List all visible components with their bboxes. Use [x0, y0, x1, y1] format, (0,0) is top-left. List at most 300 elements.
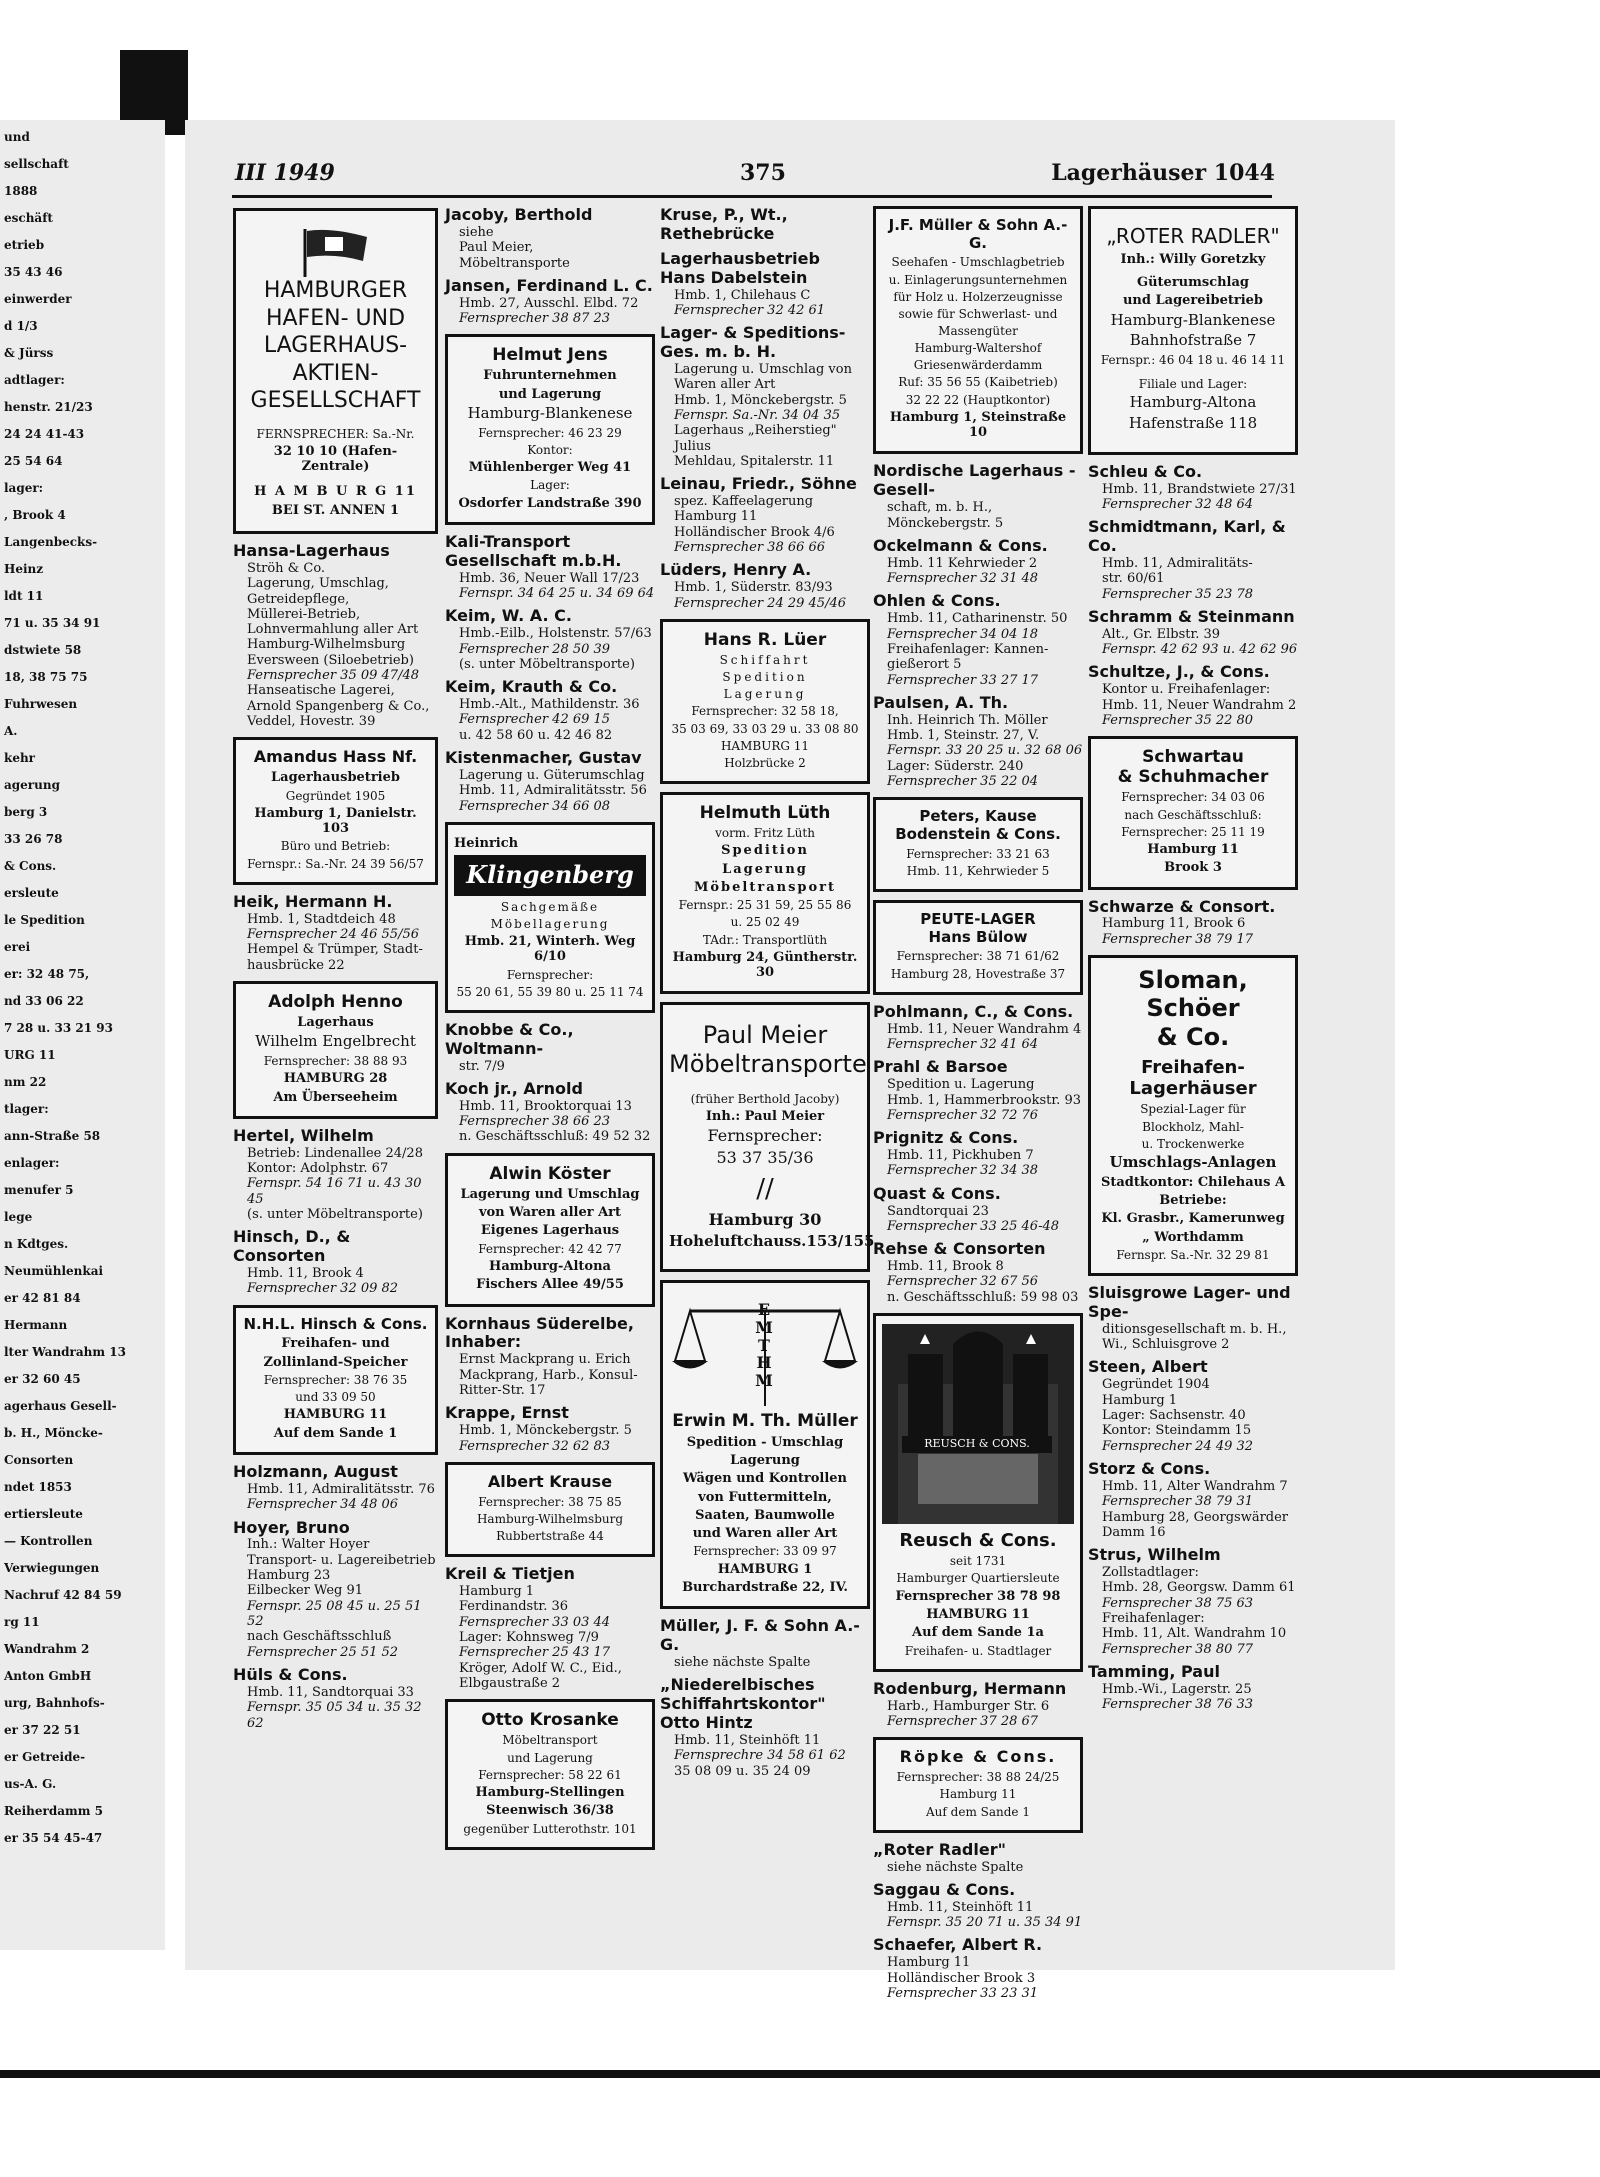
left-strip-text: enlager:: [4, 1156, 60, 1170]
left-strip-text: Neumühlenkai: [4, 1264, 104, 1278]
ad-line: Lagerung: [722, 861, 808, 877]
ad-line: HAMBURG 11: [283, 1407, 388, 1423]
entry-line: Fernsprecher 32 42 61: [674, 302, 826, 318]
entry-name: Koch jr., Arnold: [445, 1078, 583, 1098]
entry-line: Fernsprecher 35 09 47/48: [247, 668, 419, 684]
ad-line: u. 25 02 49: [730, 915, 800, 930]
directory-entry: [873, 537, 1083, 587]
ad-line: von Waren aller Art: [478, 1205, 622, 1221]
ad-line: Auf dem Sande 1a: [912, 1625, 1044, 1641]
ad-line: Rubbertstraße 44: [496, 1529, 604, 1544]
entry-name: Hansa-Lagerhaus: [233, 540, 390, 560]
directory-entry: [1088, 663, 1298, 728]
entry-line: Elbgaustraße 2: [459, 1676, 561, 1692]
entry-line: Hmb. 11 Kehrwieder 2: [887, 555, 1038, 571]
entry-line: ditionsgesellschaft m. b. H.,: [1102, 1321, 1287, 1337]
directory-entry: [1088, 898, 1298, 948]
ad-title: Bodenstein & Cons.: [895, 825, 1061, 844]
ad-line: vorm. Fritz Lüth: [715, 826, 815, 841]
entry-line: Müllerei-Betrieb,: [247, 606, 361, 622]
entry-line: Hamburg-Wilhelmsburg: [247, 637, 406, 653]
entry-line: Hmb. 11, Admiralitätsstr. 76: [247, 1481, 435, 1497]
flag-icon: [301, 227, 371, 271]
ad-line: Eigenes Lagerhaus: [480, 1223, 620, 1239]
ad-line: nach Geschäftsschluß:: [1124, 807, 1262, 822]
left-strip-text: er 35 54 45-47: [4, 1831, 103, 1845]
entry-line: Fernspr. 25 08 45 u. 25 51 52: [247, 1598, 422, 1630]
entry-line: Fernspr. 34 64 25 u. 34 69 64: [459, 585, 655, 601]
ad-line: Hamburger Quartiersleute: [896, 1571, 1060, 1586]
entry-line: Freihafenlager:: [1102, 1611, 1205, 1627]
ad-line: Betriebe:: [1159, 1192, 1227, 1208]
entry-line: Holländischer Brook 4/6: [674, 524, 835, 540]
ad-title: J.F. Müller & Sohn A.-G.: [888, 216, 1068, 252]
ad-line: Mühlenberger Weg 41: [468, 460, 632, 476]
directory-entry: [445, 1021, 655, 1074]
entry-line: Fernsprecher 32 41 64: [887, 1036, 1039, 1052]
col2-list-1: [445, 206, 655, 326]
directory-entry: [660, 1617, 870, 1670]
directory-entry: [445, 607, 655, 672]
koster-ad: [445, 1153, 655, 1307]
left-strip-text: sellschaft: [4, 157, 69, 171]
col4-list-4: [873, 1841, 1083, 2002]
hhla-phone-label: FERNSPRECHER: Sa.-Nr.: [256, 426, 415, 441]
directory-entry: [660, 1676, 870, 1779]
directory-entry: [1088, 608, 1298, 658]
ropke-ad: [873, 1737, 1083, 1832]
entry-name: Quast & Cons.: [873, 1183, 1001, 1203]
ad-line: Hamburg 1, Steinstraße 10: [889, 409, 1067, 441]
ad-line: Hamburg-Altona: [1129, 393, 1257, 412]
ad-line: Hamburg 24, Güntherstr. 30: [672, 949, 858, 981]
entry-line: Fernsprecher 25 51 52: [247, 1644, 399, 1660]
reusch-banner: REUSCH & CONS.: [902, 1436, 1052, 1453]
left-strip-text: Heinz: [4, 562, 44, 576]
hhla-phone: 32 10 10 (Hafen-Zentrale): [273, 443, 398, 474]
directory-entry: [873, 1936, 1083, 2001]
entry-line: Fernsprecher 42 69 15: [459, 712, 611, 728]
left-strip-text: kehr: [4, 751, 35, 765]
bottom-border: [0, 2070, 1600, 2078]
ad-title: Paul Meier: [702, 1021, 828, 1050]
ad-line: Möbeltransport: [693, 879, 837, 895]
directory-entry: [1088, 1663, 1298, 1713]
entry-line: Fernsprecher 38 87 23: [459, 311, 611, 327]
entry-line: Fernsprecher 35 23 78: [1102, 586, 1254, 602]
entry-name: Prahl & Barsoe: [873, 1057, 1008, 1077]
ad-line: Massengüter: [938, 324, 1018, 338]
left-strip-text: le Spedition: [4, 913, 85, 927]
ad-line: Bahnhofstraße 7: [1129, 331, 1257, 350]
left-strip-text: , Brook 4: [4, 508, 66, 522]
col4-list-2: [873, 1003, 1083, 1305]
ad-line: und Lagereibetrieb: [1122, 293, 1264, 309]
ad-line: Hamburg-Blankenese: [1110, 310, 1276, 329]
left-strip-text: ann-Straße 58: [4, 1129, 101, 1143]
left-strip-text: er 42 81 84: [4, 1291, 81, 1305]
ad-line: Sachgemäße: [500, 899, 600, 914]
entry-line: Hmb. 11, Admiralitätsstr. 56: [459, 783, 647, 799]
directory-entry: [660, 206, 870, 244]
entry-name: Schleu & Co.: [1088, 461, 1203, 481]
entry-line: hausbrücke 22: [247, 957, 345, 973]
directory-entry: [445, 749, 655, 814]
ad-line: Hamburg 11: [1147, 841, 1239, 857]
entry-line: Hamburg 1: [459, 1584, 535, 1600]
hhla-line: GESELLSCHAFT: [250, 388, 421, 413]
entry-line: Fernsprecher 33 27 17: [887, 672, 1039, 688]
ad-title: Helmuth Lüth: [699, 803, 831, 824]
entry-line: Kröger, Adolf W. C., Eid.,: [459, 1660, 622, 1676]
directory-entry: [660, 561, 870, 611]
col1-list-3: [233, 1127, 438, 1297]
ad-line: Wilhelm Engelbrecht: [255, 1032, 416, 1051]
directory-entry: [660, 475, 870, 555]
left-strip-text: rg 11: [4, 1615, 40, 1629]
entry-line: Lagerhaus „Reiherstieg" Julius: [674, 423, 837, 454]
directory-entry: [873, 462, 1083, 530]
entry-line: Inh. Heinrich Th. Möller: [887, 712, 1048, 728]
directory-entry: [873, 1185, 1083, 1235]
ad-line: Hamburg-Stellingen: [475, 1784, 625, 1800]
ad-line: Filiale und Lager:: [1138, 377, 1248, 392]
ad-line: 32 22 22 (Hauptkontor): [905, 392, 1051, 407]
entry-name: Keim, Krauth & Co.: [445, 677, 618, 697]
ad-line: Lagerhausbetrieb: [271, 770, 400, 786]
entry-line: Fernsprecher 33 23 31: [887, 1985, 1039, 2001]
ad-line: Fuhrunternehmen: [483, 368, 617, 384]
directory-entry: [445, 206, 655, 271]
entry-name: Lüders, Henry A.: [660, 560, 812, 580]
klingenberg-ad: [445, 822, 655, 1013]
left-strip-text: Wandrahm 2: [4, 1642, 90, 1656]
ad-line: Fernsprecher: 33 21 63: [906, 846, 1050, 861]
entry-line: Fernspr. 42 62 93 u. 42 62 96: [1102, 642, 1298, 658]
ad-title: Sloman, Schöer: [1138, 966, 1248, 1023]
col1-list-2: [233, 893, 438, 973]
entry-name: Hertel, Wilhelm: [233, 1125, 374, 1145]
entry-line: str. 60/61: [1102, 571, 1165, 587]
entry-line: Hempel & Trümper, Stadt-: [247, 942, 423, 958]
entry-line: Hamburg 1: [1102, 1392, 1178, 1408]
entry-line: Hmb. 11, Brooktorquai 13: [459, 1098, 632, 1114]
directory-entry: [1088, 518, 1298, 602]
directory-entry: [660, 250, 870, 318]
ad-line: Fernsprecher: 38 71 61/62: [896, 949, 1060, 964]
ad-line: Inh.: Paul Meier: [705, 1109, 825, 1125]
entry-name: „Niederelbisches Schiffahrtskontor" Otto Hintz: [660, 1675, 826, 1733]
entry-line: Möbeltransporte: [459, 255, 570, 271]
left-strip-text: 1888: [4, 184, 38, 198]
directory-entry: [445, 533, 655, 601]
left-strip-text: ertiersleute: [4, 1507, 83, 1521]
entry-name: Knobbe & Co., Woltmann-: [445, 1019, 574, 1058]
left-strip-text: eschäft: [4, 211, 53, 225]
ad-line: gegenüber Lutterothstr. 101: [463, 1821, 637, 1836]
ad-line: Lagerung und Umschlag: [460, 1186, 640, 1202]
left-strip-text: Anton GmbH: [4, 1669, 92, 1683]
ad-line: Fernsprecher: 38 75 85: [478, 1494, 622, 1509]
entry-name: Kreil & Tietjen: [445, 1564, 575, 1584]
page-header: [235, 160, 1275, 190]
scales-icon: [669, 1291, 861, 1411]
entry-name: Krappe, Ernst: [445, 1403, 569, 1423]
hhla-line: LAGERHAUS-: [263, 333, 408, 358]
ad-title: Adolph Henno: [268, 991, 403, 1012]
ad-line: Fernsprecher: 58 22 61: [478, 1767, 622, 1782]
ad-line: Gegründet 1905: [285, 788, 386, 803]
entry-line: Fernsprecher 38 80 77: [1102, 1641, 1254, 1657]
luth-ad: [660, 792, 870, 994]
col3-list-2: [660, 1617, 870, 1779]
ad-line: 35 03 69, 33 03 29 u. 33 08 80: [671, 721, 859, 736]
ad-line: Spedition - Umschlag: [686, 1434, 844, 1450]
ad-line: Inh.: Willy Goretzky: [1120, 251, 1266, 267]
entry-name: Prignitz & Cons.: [873, 1128, 1019, 1148]
left-strip-text: einwerder: [4, 292, 72, 306]
ad-title: Erwin M. Th. Müller: [672, 1411, 858, 1432]
col1-list-4: [233, 1463, 438, 1731]
entry-line: Hmb. 1, Mönckebergstr. 5: [459, 1423, 632, 1439]
entry-line: siehe nächste Spalte: [887, 1859, 1024, 1875]
entry-line: Hmb.-Wi., Lagerstr. 25: [1102, 1681, 1252, 1697]
entry-line: Fernspr. 33 20 25 u. 32 68 06: [887, 743, 1083, 759]
luer-ad: [660, 619, 870, 784]
ad-line: Hamburg 11: [939, 1787, 1017, 1802]
ad-line: Steenwisch 36/38: [486, 1803, 614, 1819]
ad-line: Lagerung: [730, 1452, 800, 1468]
directory-entry: [873, 1058, 1083, 1123]
col5-list-1: [1088, 463, 1298, 729]
entry-name: Heik, Hermann H.: [233, 891, 393, 911]
entry-name: Lagerhausbetrieb Hans Dabelstein: [660, 248, 820, 287]
directory-entry: [873, 1680, 1083, 1730]
entry-line: Fernsprecher 38 79 31: [1102, 1494, 1254, 1510]
left-strip-text: Consorten: [4, 1453, 74, 1467]
left-strip-text: tlager:: [4, 1102, 49, 1116]
ad-line: Kontor:: [527, 442, 573, 457]
hhla-address: BEI ST. ANNEN 1: [271, 502, 400, 518]
ad-line: seit 1731: [949, 1554, 1007, 1569]
left-strip-text: 18, 38 75 75: [4, 670, 88, 684]
entry-line: Hmb.-Alt., Mathildenstr. 36: [459, 697, 640, 713]
ad-title: Albert Krause: [487, 1471, 613, 1491]
entry-line: n. Geschäftsschluß: 49 52 32: [459, 1129, 651, 1145]
entry-line: Hmb. 1, Stadtdeich 48: [247, 911, 396, 927]
entry-line: Holländischer Brook 3: [887, 1970, 1036, 1986]
ad-title: Reusch & Cons.: [899, 1530, 1057, 1552]
entry-line: spez. Kaffeelagerung: [674, 494, 814, 510]
entry-name: Storz & Cons.: [1088, 1459, 1211, 1478]
directory-entry: [445, 1404, 655, 1454]
left-strip-text: — Kontrollen: [4, 1534, 93, 1548]
ad-line: Möbeltransport: [502, 1733, 598, 1748]
ad-line: Hamburg-Blankenese: [467, 404, 633, 423]
ad-line: „ Worthdamm: [1142, 1229, 1244, 1245]
directory-entry: [445, 1565, 655, 1691]
ad-line: Stadtkontor: Chilehaus A: [1100, 1174, 1286, 1190]
left-strip-text: nm 22: [4, 1075, 47, 1089]
ad-line: Heinrich: [454, 835, 519, 851]
entry-name: Rodenburg, Hermann: [873, 1678, 1067, 1698]
column-2: [445, 206, 655, 1858]
entry-line: schaft, m. b. H.,: [887, 500, 993, 516]
ad-line: Hamburg 28, Hovestraße 37: [890, 966, 1066, 981]
ad-title: & Schuhmacher: [1117, 767, 1269, 788]
ad-line: Ruf: 35 56 55 (Kaibetrieb): [898, 375, 1058, 390]
directory-entry: [660, 324, 870, 469]
ad-line: 53 37 35/36: [716, 1148, 814, 1168]
ad-line: Hamburg 1, Danielstr. 103: [254, 805, 417, 837]
henno-ad: [233, 981, 438, 1119]
ad-line: Lagerhaus: [297, 1015, 374, 1031]
left-strip-text: er 37 22 51: [4, 1723, 81, 1737]
entry-line: Kontor: Adolphstr. 67: [247, 1161, 389, 1177]
directory-entry: [445, 1080, 655, 1145]
directory-entry: [233, 1666, 438, 1731]
ad-line: Hmb. 21, Winterh. Weg 6/10: [464, 933, 636, 965]
entry-line: Fernsprecher 38 75 63: [1102, 1595, 1254, 1611]
entry-line: Fernsprecher 38 76 33: [1102, 1697, 1254, 1713]
left-strip-text: nd 33 06 22: [4, 994, 84, 1008]
ad-line: Güterumschlag: [1136, 274, 1250, 290]
ad-line: Fernsprecher 38 78 98: [895, 1588, 1061, 1604]
left-strip-text: Hermann: [4, 1318, 68, 1332]
entry-line: Waren aller Art: [674, 377, 776, 393]
left-strip-text: & Cons.: [4, 859, 57, 873]
entry-line: Hmb. 11, Brook 8: [887, 1259, 1004, 1275]
directory-entry: [233, 542, 438, 729]
entry-name: Pohlmann, C., & Cons.: [873, 1001, 1074, 1021]
entry-line: Fernsprecher 37 28 67: [887, 1713, 1039, 1729]
entry-line: Getreidepflege,: [247, 591, 350, 607]
left-strip-text: Reiherdamm 5: [4, 1804, 103, 1818]
left-strip-text: 7 28 u. 33 21 93: [4, 1021, 113, 1035]
col1-list-1: [233, 542, 438, 729]
directory-entry: [445, 678, 655, 743]
left-strip-text: 35 43 46: [4, 265, 63, 279]
directory-entry: [1088, 1358, 1298, 1454]
ad-line: und 33 09 50: [295, 1390, 376, 1405]
entry-name: Kistenmacher, Gustav: [445, 748, 642, 768]
entry-name: Hoyer, Bruno: [233, 1517, 350, 1537]
left-strip-text: Langenbecks-: [4, 535, 98, 549]
ad-line: u. Einlagerungsunternehmen: [888, 272, 1068, 287]
entry-line: Hmb. 11, Catharinenstr. 50: [887, 611, 1068, 627]
entry-line: Hmb. 11, Alt. Wandrahm 10: [1102, 1626, 1287, 1642]
krosanke-ad: [445, 1699, 655, 1849]
ad-title: Helmut Jens: [492, 345, 608, 366]
entry-line: Ströh & Co.: [247, 560, 326, 576]
ad-line: Kl. Grasbr., Kamerunweg: [1101, 1211, 1285, 1227]
left-strip-text: berg 3: [4, 805, 48, 819]
entry-name: Ockelmann & Cons.: [873, 535, 1048, 555]
entry-line: Lagerung, Umschlag,: [247, 576, 389, 592]
ad-line: Fernsprecher: 38 76 35: [263, 1373, 408, 1388]
ad-title: Möbeltransporte: [669, 1049, 867, 1078]
ad-line: Lager:: [530, 478, 570, 493]
jfm-ad: [873, 206, 1083, 454]
col2-list-2: [445, 533, 655, 814]
ad-line: Burchardstraße 22, IV.: [682, 1579, 848, 1595]
entry-name: Leinau, Friedr., Söhne: [660, 474, 857, 494]
hhla-line: AKTIEN-: [292, 360, 379, 386]
entry-line: Mackprang, Harb., Konsul-: [459, 1367, 638, 1383]
entry-line: Ernst Mackprang u. Erich: [459, 1352, 631, 1368]
ad-title: Schwartau: [1142, 747, 1244, 768]
column-1: [233, 208, 438, 1737]
left-strip-text: ndet 1853: [4, 1480, 72, 1494]
entry-line: Paul Meier,: [459, 240, 534, 256]
ad-line: TAdr.: Transportlüth: [702, 932, 828, 947]
entry-name: Müller, J. F. & Sohn A.-G.: [660, 1616, 860, 1655]
ad-line: Hamburg-Altona: [489, 1258, 611, 1274]
entry-line: Fernsprecher 25 43 17: [459, 1645, 611, 1661]
entry-line: Hmb. 1, Steinstr. 27, V.: [887, 728, 1040, 744]
divider-slashes: //: [756, 1174, 774, 1205]
entry-line: 35 08 09 u. 35 24 09: [674, 1763, 811, 1779]
ad-title: Hans R. Lüer: [703, 629, 827, 650]
entry-line: Fernsprecher 32 09 82: [247, 1281, 399, 1297]
ad-line: Hmb. 11, Kehrwieder 5: [906, 863, 1050, 878]
left-strip-text: er Getreide-: [4, 1750, 86, 1764]
left-strip-text: URG 11: [4, 1048, 56, 1062]
left-strip-text: er 32 60 45: [4, 1372, 81, 1386]
left-strip-text: 33 26 78: [4, 832, 63, 846]
left-strip-text: lege: [4, 1210, 33, 1224]
ad-line: Möbellagerung: [490, 916, 610, 931]
left-strip-text: dstwiete 58: [4, 643, 82, 657]
entry-line: Ferdinandstr. 36: [459, 1599, 569, 1615]
ad-line: Fernsprecher:: [707, 1126, 823, 1146]
ad-line: (früher Berthold Jacoby): [690, 1092, 840, 1106]
entry-line: Hmb. 27, Ausschl. Elbd. 72: [459, 295, 639, 311]
col5-list-3: [1088, 1284, 1298, 1712]
ad-line: Hamburg-Waltershof: [914, 341, 1042, 356]
left-strip-text: ersleute: [4, 886, 59, 900]
amandus-ad: [233, 737, 438, 884]
entry-line: Kontor: Steindamm 15: [1102, 1423, 1252, 1439]
entry-name: Tamming, Paul: [1088, 1662, 1220, 1682]
entry-line: Hmb. 1, Süderstr. 83/93: [674, 580, 833, 596]
ad-line: Auf dem Sande 1: [926, 1804, 1030, 1819]
entry-line: Fernspr. 54 16 71 u. 43 30 45: [247, 1176, 422, 1207]
entry-line: Transport- u. Lagereibetrieb: [247, 1552, 436, 1568]
entry-line: Spedition u. Lagerung: [887, 1077, 1035, 1093]
ad-line: u. Trockenwerke: [1141, 1136, 1245, 1151]
column-3: [660, 205, 875, 1785]
entry-name: Sluisgrowe Lager- und Spe-: [1088, 1283, 1291, 1321]
entry-line: Fernsprecher 32 72 76: [887, 1107, 1039, 1123]
ad-line: HAMBURG 28: [283, 1071, 388, 1087]
col2-list-4: [445, 1315, 655, 1454]
column-4: [873, 206, 1083, 2007]
entry-line: Betrieb: Lindenallee 24/28: [247, 1145, 423, 1161]
entry-line: siehe nächste Spalte: [674, 1655, 811, 1671]
ad-line: Saaten, Baumwolle: [695, 1507, 835, 1523]
hhla-city: H A M B U R G 11: [254, 484, 417, 500]
entry-line: Ritter-Str. 17: [459, 1383, 546, 1398]
left-strip-text: er: 32 48 75,: [4, 967, 90, 981]
entry-line: Hmb. 11, Sandtorquai 33: [247, 1684, 414, 1700]
entry-name: Paulsen, A. Th.: [873, 692, 1009, 712]
entry-line: Sandtorquai 23: [887, 1203, 989, 1219]
left-strip-text: adtlager:: [4, 373, 65, 387]
left-strip-text: menufer 5: [4, 1183, 74, 1197]
entry-name: Ohlen & Cons.: [873, 591, 1001, 611]
ad-line: von Futtermitteln,: [698, 1489, 832, 1505]
